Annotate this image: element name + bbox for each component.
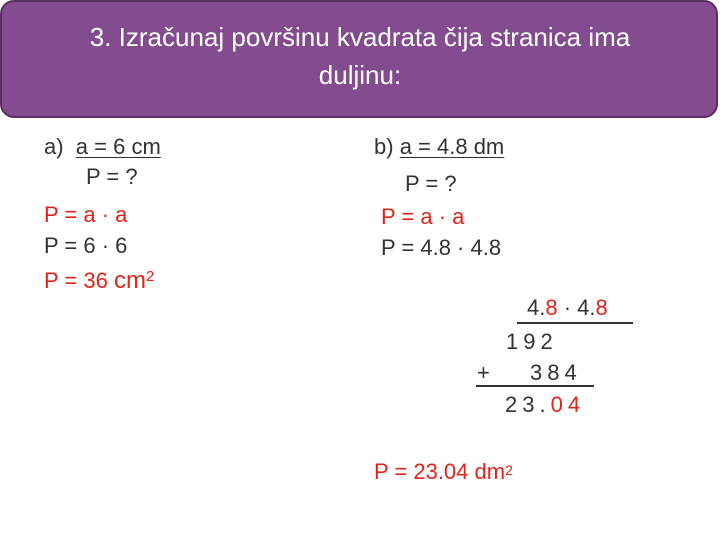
title-line-1: 3. Izračunaj površinu kvadrata čija stranica ima — [89, 22, 631, 52]
part-a-formula: P = a · a — [44, 202, 128, 227]
part-b-result-unit: dm — [474, 459, 506, 484]
factor-1-frac: 8 — [545, 295, 558, 320]
part-b-label: b) — [374, 134, 394, 159]
title-line-2: duljinu: — [318, 60, 402, 90]
part-b-result — [374, 459, 513, 485]
part-a-result-unit: cm — [113, 267, 146, 294]
factor-1-int: 4. — [527, 295, 546, 320]
part-b-result-exponent: 2 — [505, 462, 513, 478]
partial-product-1: 192 — [506, 329, 558, 354]
partial-product-2: 384 — [530, 360, 582, 385]
part-b-unknown: P = ? — [405, 171, 457, 196]
part-b-given: a = 4.8 dm — [399, 134, 505, 159]
sum-rule — [476, 385, 594, 387]
factor-2-frac: 8 — [595, 295, 608, 320]
part-a-label: a) — [44, 134, 64, 159]
product-row — [505, 392, 585, 418]
part-a-result-value: P = 36 — [44, 268, 114, 293]
part-b-substitution: P = 4.8 · 4.8 — [381, 235, 502, 260]
multiply-operator: · — [557, 295, 578, 320]
part-b-formula: P = a · a — [381, 204, 465, 229]
product-frac: 04 — [550, 392, 586, 417]
title-banner — [0, 0, 718, 118]
multiplication-factors — [527, 295, 608, 321]
product-main: 23. — [505, 392, 551, 417]
part-a-given-row — [44, 134, 161, 160]
part-a-substitution: P = 6 · 6 — [44, 233, 128, 258]
multiplication-rule — [517, 322, 633, 324]
part-a-result — [44, 268, 154, 294]
plus-sign: + — [477, 360, 490, 385]
part-b-result-value: P = 23.04 — [374, 459, 475, 484]
part-a-unknown: P = ? — [86, 164, 138, 189]
part-a-result-exponent: 2 — [145, 268, 155, 285]
part-a-given: a = 6 cm — [75, 134, 161, 159]
part-b-given-row — [374, 134, 504, 160]
factor-2-int: 4. — [577, 295, 596, 320]
